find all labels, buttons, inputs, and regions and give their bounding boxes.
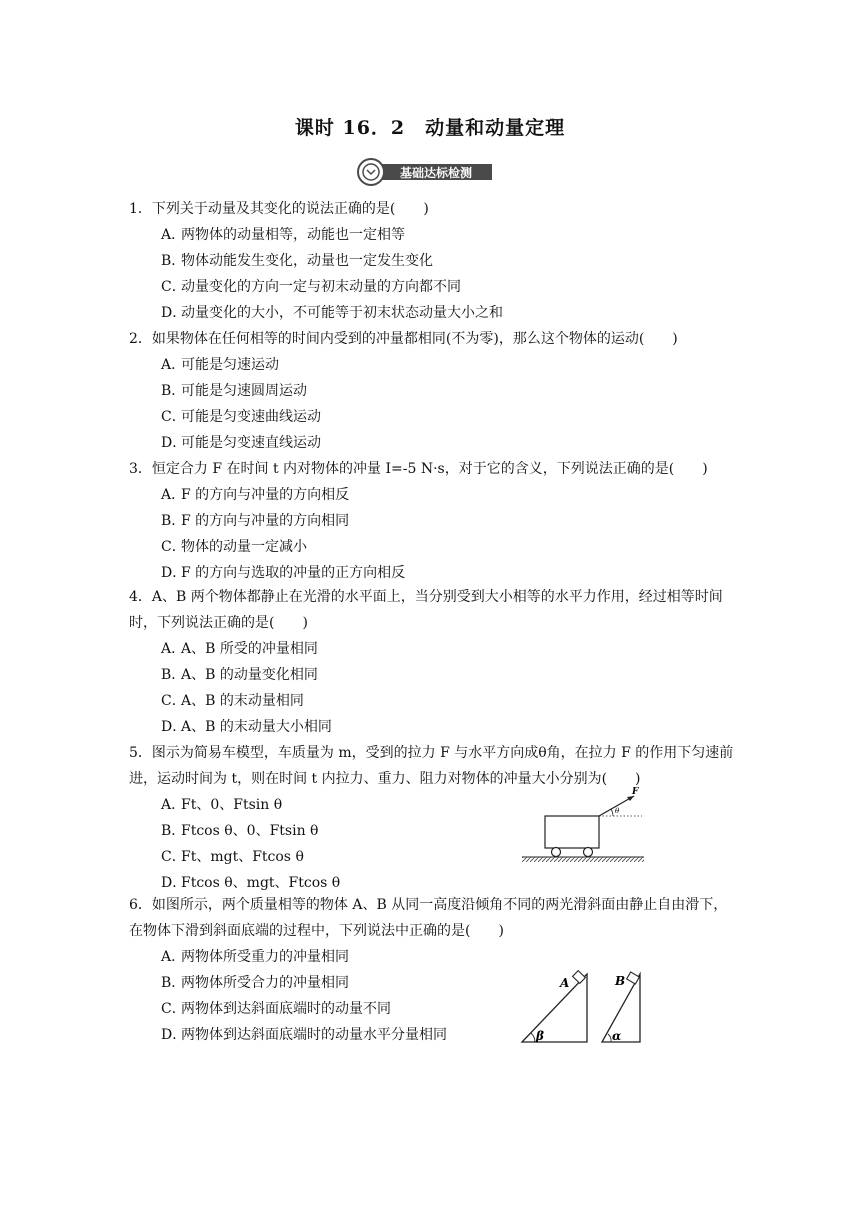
option-d: D．两物体到达斜面底端时的动量水平分量相同 [161, 1027, 447, 1043]
question-3 [129, 456, 735, 586]
option-c: C．可能是匀变速曲线运动 [161, 409, 321, 425]
option-b: B．两物体所受合力的冲量相同 [161, 975, 349, 991]
page-title: 课时 16．2 动量和动量定理 [294, 117, 566, 139]
option-d: D．F 的方向与选取的冲量的正方向相反 [161, 565, 406, 581]
option-b: B．可能是匀速圆周运动 [161, 383, 307, 399]
option-b: B．Ftcos θ、0、Ftsin θ [161, 823, 319, 839]
option-d: D．Ftcos θ、mgt、Ftcos θ [161, 875, 341, 891]
option-c: C．物体的动量一定减小 [161, 539, 307, 555]
section-banner [356, 156, 494, 186]
force-label: F [632, 787, 639, 797]
block-a-label: A [560, 976, 570, 990]
cart-wheel [584, 848, 593, 857]
option-a: A．两物体所受重力的冲量相同 [161, 949, 349, 965]
cart-wheel [552, 848, 561, 857]
option-d: D．动量变化的大小，不可能等于初末状态动量大小之和 [161, 305, 503, 321]
option-d: D．可能是匀变速直线运动 [161, 435, 321, 451]
question-4 [129, 584, 735, 740]
question-6 [129, 892, 735, 1048]
option-c: C．两物体到达斜面底端时的动量不同 [161, 1001, 391, 1017]
angle-label: θ [615, 807, 620, 815]
incline-a [522, 974, 587, 1042]
cart-figure [518, 786, 650, 866]
ground [522, 857, 644, 862]
question-stem: 5．图示为简易车模型，车质量为 m，受到的拉力 F 与水平方向成θ角，在拉力 F 的作用下匀速前进，运动时间为 t，则在时间 t 内拉力、重力、阻力对物体的冲量大小分别为( ) [129, 745, 734, 787]
question-stem: 6．如图所示，两个质量相等的物体 A、B 从同一高度沿倾角不同的两光滑斜面由静止自由滑下，在物体下滑到斜面底端的过程中，下列说法中正确的是( ) [129, 897, 728, 939]
option-a: A．可能是匀速运动 [161, 357, 279, 373]
question-stem: 2．如果物体在任何相等的时间内受到的冲量都相同(不为零)，那么这个物体的运动( ) [129, 331, 678, 347]
question-1 [129, 196, 735, 326]
question-stem: 4．A、B 两个物体都静止在光滑的水平面上，当分别受到大小相等的水平力作用，经过相等时间时，下列说法正确的是( ) [129, 589, 723, 631]
option-b: B．物体动能发生变化，动量也一定发生变化 [161, 253, 433, 269]
option-a: A．A、B 所受的冲量相同 [161, 641, 318, 657]
angle-beta-label: β [536, 1029, 544, 1043]
banner-text: 基础达标检测 [399, 166, 473, 180]
option-b: B．A、B 的动量变化相同 [161, 667, 318, 683]
option-a: A．两物体的动量相等，动能也一定相等 [161, 227, 405, 243]
question-2 [129, 326, 735, 456]
option-b: B．F 的方向与冲量的方向相同 [161, 513, 350, 529]
question-stem: 3．恒定合力 F 在时间 t 内对物体的冲量 I=-5 N·s，对于它的含义，下列说法正确的是( ) [129, 461, 708, 477]
cart-body [545, 816, 599, 848]
angle-alpha-label: α [612, 1029, 622, 1043]
option-a: A．Ft、0、Ftsin θ [161, 797, 283, 813]
block-b-label: B [615, 974, 626, 988]
inclines-figure [518, 966, 644, 1046]
option-d: D．A、B 的末动量大小相同 [161, 719, 332, 735]
option-c: C．A、B 的末动量相同 [161, 693, 304, 709]
question-stem: 1．下列关于动量及其变化的说法正确的是( ) [129, 201, 429, 217]
option-c: C．Ft、mgt、Ftcos θ [161, 849, 304, 865]
option-c: C．动量变化的方向一定与初末动量的方向都不同 [161, 279, 461, 295]
option-a: A．F 的方向与冲量的方向相反 [161, 487, 350, 503]
